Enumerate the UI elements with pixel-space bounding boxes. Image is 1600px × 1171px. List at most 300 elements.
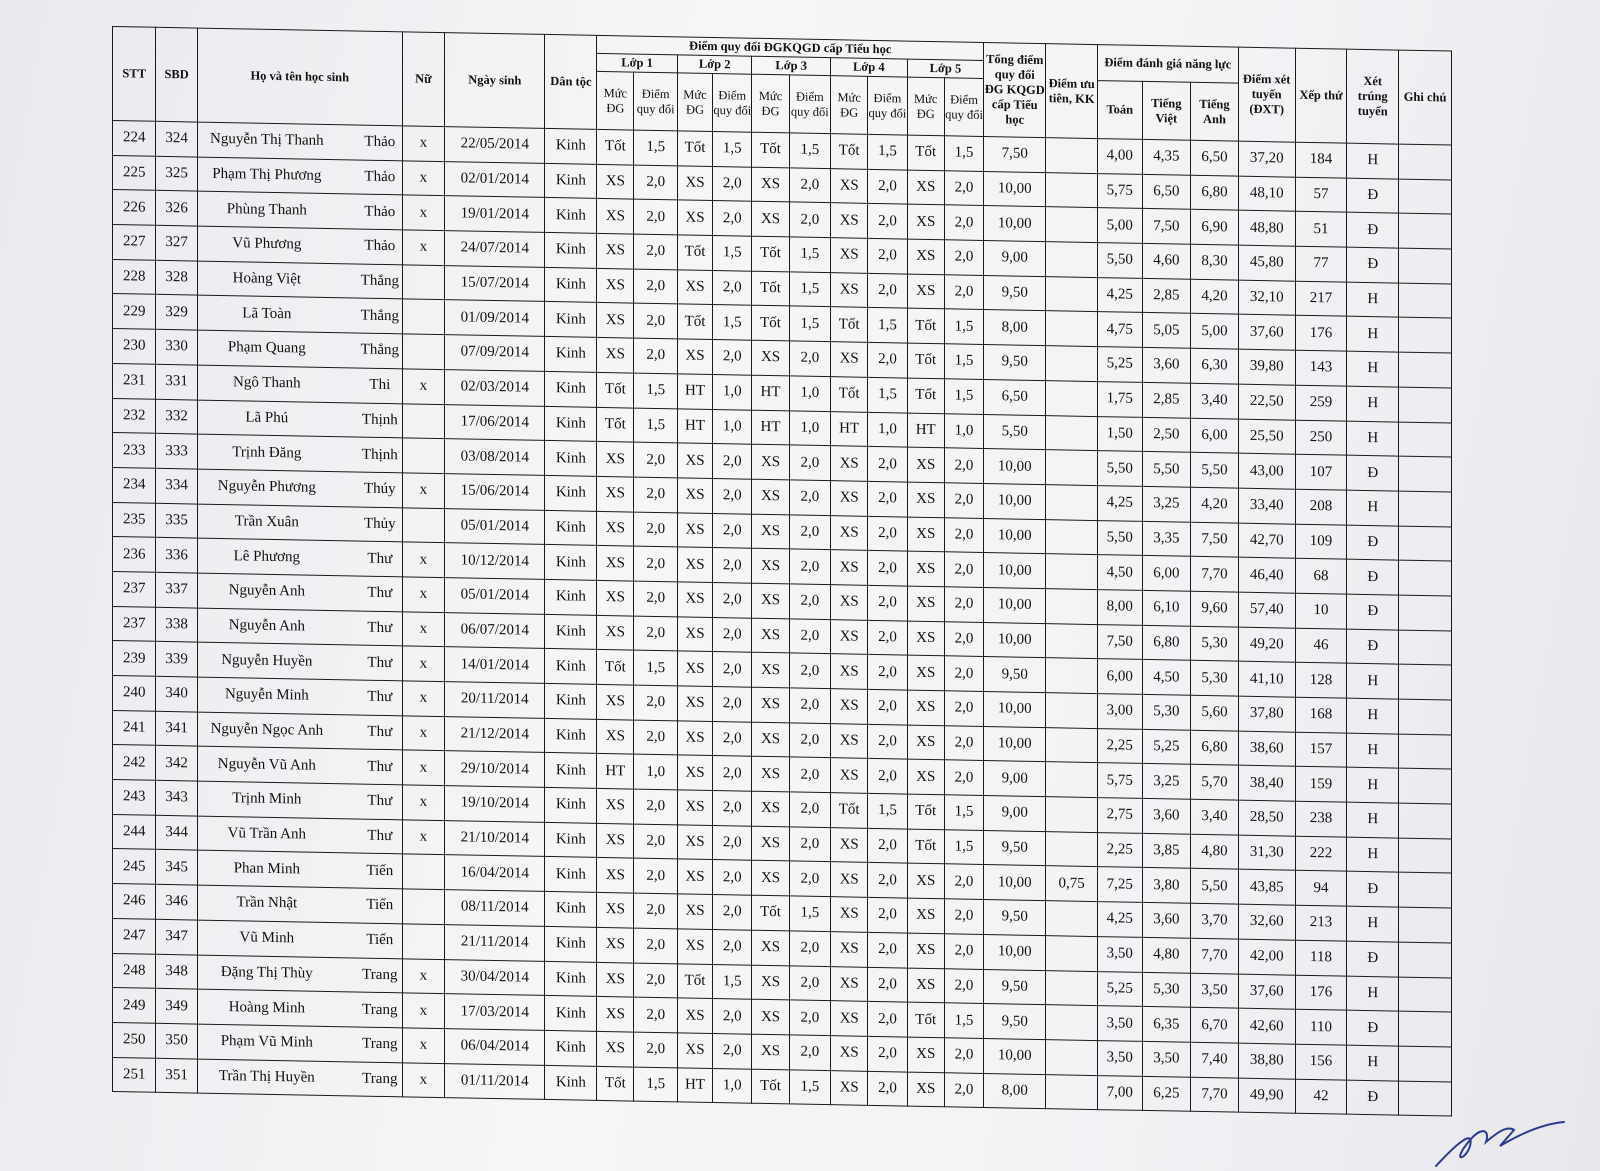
grade-level-cell: XS xyxy=(907,551,944,586)
header-admission-score: Điểm xét tuyển (ĐXT) xyxy=(1238,47,1295,142)
grade-points-cell: 1,5 xyxy=(634,408,677,443)
grade-level-cell: XS xyxy=(831,446,868,481)
rank-cell: 143 xyxy=(1295,350,1347,386)
admitted-cell: H xyxy=(1347,386,1399,422)
grade-points-cell: 2,0 xyxy=(944,240,983,275)
grade-points-cell: 2,0 xyxy=(634,616,677,651)
grade-level-cell: XS xyxy=(831,1001,868,1036)
female-cell xyxy=(402,334,444,369)
english-cell: 6,00 xyxy=(1191,418,1239,454)
note-cell xyxy=(1399,560,1452,596)
family-name: Nguyễn Ngọc Anh xyxy=(210,720,324,739)
math-cell: 7,25 xyxy=(1098,867,1142,903)
student-name-cell xyxy=(197,608,402,646)
grade-level-cell: XS xyxy=(597,962,634,997)
vietnamese-cell: 7,50 xyxy=(1142,209,1191,245)
math-cell: 5,00 xyxy=(1098,208,1142,244)
dob-cell: 14/01/2014 xyxy=(445,647,545,684)
priority-cell xyxy=(1046,623,1098,659)
priority-cell xyxy=(1046,693,1098,729)
stt-cell: 228 xyxy=(113,259,156,294)
priority-cell xyxy=(1046,1074,1098,1110)
given-name: Thảo xyxy=(364,203,396,220)
grade-points-cell: 2,0 xyxy=(944,170,983,205)
grade-points-cell: 2,0 xyxy=(944,760,983,795)
family-name: Vũ Minh xyxy=(239,929,295,947)
sbd-cell: 330 xyxy=(156,329,197,364)
grade-level-cell: XS xyxy=(677,547,712,582)
grade-level-cell: XS xyxy=(677,859,712,894)
grade-level-cell: XS xyxy=(597,580,634,615)
stt-cell: 248 xyxy=(113,953,156,988)
rank-cell: 118 xyxy=(1295,940,1347,976)
priority-cell xyxy=(1046,311,1098,347)
ethnicity-cell: Kinh xyxy=(545,441,597,477)
priority-cell xyxy=(1046,415,1098,451)
math-cell: 3,50 xyxy=(1098,1040,1142,1076)
grade-points-cell: 1,5 xyxy=(944,795,983,830)
admission-score-cell: 45,80 xyxy=(1238,245,1295,281)
dob-cell: 24/07/2014 xyxy=(445,231,545,268)
admitted-cell: H xyxy=(1347,421,1399,457)
grade-level-cell: Tốt xyxy=(831,134,868,169)
given-name: Thư xyxy=(367,758,393,775)
grade-points-cell: 1,5 xyxy=(868,308,907,343)
given-name: Tiến xyxy=(366,931,394,949)
math-cell: 5,25 xyxy=(1098,971,1142,1007)
grade-level-cell: XS xyxy=(752,514,789,549)
female-cell xyxy=(402,299,444,334)
admitted-cell: Đ xyxy=(1347,247,1399,283)
sbd-cell: 337 xyxy=(156,572,197,607)
dob-cell: 15/07/2014 xyxy=(445,265,545,302)
dob-cell: 01/09/2014 xyxy=(445,300,545,337)
student-name-cell xyxy=(197,504,402,542)
priority-cell xyxy=(1046,519,1098,555)
total-cell: 9,00 xyxy=(984,761,1046,797)
grade-level-cell: HT xyxy=(752,410,789,445)
family-name: Nguyễn Vũ Anh xyxy=(217,755,316,774)
dob-cell: 16/04/2014 xyxy=(445,855,545,892)
admitted-cell: H xyxy=(1347,490,1399,526)
grade-level-cell: XS xyxy=(907,274,944,309)
total-cell: 9,50 xyxy=(984,1004,1046,1040)
rank-cell: 157 xyxy=(1295,732,1347,768)
rank-cell: 176 xyxy=(1295,316,1347,352)
grade-points-cell: 1,5 xyxy=(634,373,677,408)
grade-level-cell: Tốt xyxy=(907,794,944,829)
header-grade-1: Lớp 1 xyxy=(597,53,678,72)
grade-points-cell: 2,0 xyxy=(789,688,830,723)
grade-level-cell: XS xyxy=(907,447,944,482)
grade-points-cell: 2,0 xyxy=(868,1002,907,1037)
grade-level-cell: XS xyxy=(752,930,789,965)
total-cell: 10,00 xyxy=(984,449,1046,485)
grade-level-cell: XS xyxy=(831,481,868,516)
stt-cell: 236 xyxy=(113,537,156,572)
header-ethnicity: Dân tộc xyxy=(545,34,597,129)
ethnicity-cell: Kinh xyxy=(545,302,597,338)
sbd-cell: 331 xyxy=(156,364,197,399)
rank-cell: 57 xyxy=(1295,177,1347,213)
grade-points-cell: 2,0 xyxy=(634,789,677,824)
grade-points-cell: 2,0 xyxy=(634,720,677,755)
priority-cell xyxy=(1046,1005,1098,1041)
total-cell: 9,50 xyxy=(984,900,1046,936)
grade-points-cell: 2,0 xyxy=(868,655,907,690)
grade-points-cell: 2,0 xyxy=(713,340,752,375)
grade-points-cell: 1,0 xyxy=(713,409,752,444)
vietnamese-cell: 3,50 xyxy=(1142,1041,1191,1077)
admission-score-cell: 48,80 xyxy=(1238,211,1295,247)
grade-level-cell: XS xyxy=(907,690,944,725)
english-cell: 7,70 xyxy=(1191,938,1239,974)
admission-score-cell: 32,60 xyxy=(1238,904,1295,940)
grade-level-cell: Tốt xyxy=(752,132,789,167)
vietnamese-cell: 6,50 xyxy=(1142,174,1191,210)
vietnamese-cell: 4,35 xyxy=(1142,139,1191,175)
grade-level-cell: XS xyxy=(831,862,868,897)
grade-points-cell: 2,0 xyxy=(634,512,677,547)
stt-cell: 237 xyxy=(113,606,156,641)
dob-cell: 21/12/2014 xyxy=(445,716,545,753)
grade-points-cell: 2,0 xyxy=(713,201,752,236)
total-cell: 9,50 xyxy=(984,830,1046,866)
grade-level-cell: XS xyxy=(752,722,789,757)
grade-level-cell: XS xyxy=(752,791,789,826)
note-cell xyxy=(1399,387,1452,423)
grade-level-cell: HT xyxy=(677,408,712,443)
sbd-cell: 340 xyxy=(156,676,197,711)
female-cell: x xyxy=(402,1062,444,1097)
priority-cell xyxy=(1046,138,1098,174)
grade-level-cell: XS xyxy=(677,929,712,964)
grade-points-cell: 2,0 xyxy=(944,934,983,969)
grade-level-cell: XS xyxy=(907,170,944,205)
student-name-cell xyxy=(197,677,402,715)
total-cell: 10,00 xyxy=(984,553,1046,589)
ethnicity-cell: Kinh xyxy=(545,892,597,928)
rank-cell: 42 xyxy=(1295,1079,1347,1115)
admission-score-cell: 37,20 xyxy=(1238,141,1295,177)
grade-points-cell: 2,0 xyxy=(713,617,752,652)
family-name: Lê Phương xyxy=(233,547,301,566)
dob-cell: 19/10/2014 xyxy=(445,786,545,823)
female-cell xyxy=(402,438,444,473)
vietnamese-cell: 3,60 xyxy=(1142,348,1191,384)
dob-cell: 21/10/2014 xyxy=(445,820,545,857)
dob-cell: 20/11/2014 xyxy=(445,682,545,719)
grade-level-cell: Tốt xyxy=(752,895,789,930)
grade-points-cell: 1,5 xyxy=(713,236,752,271)
admission-score-cell: 42,60 xyxy=(1238,1008,1295,1044)
admitted-cell: Đ xyxy=(1347,178,1399,214)
priority-cell xyxy=(1046,554,1098,590)
grade-level-cell: XS xyxy=(597,927,634,962)
grade-points-cell: 1,5 xyxy=(634,130,677,165)
grade-level-cell: XS xyxy=(752,548,789,583)
grade-level-cell: Tốt xyxy=(677,963,712,998)
grade-points-cell: 2,0 xyxy=(634,165,677,200)
ethnicity-cell: Kinh xyxy=(545,198,597,234)
grade-level-cell: XS xyxy=(831,1070,868,1105)
female-cell: x xyxy=(402,542,444,577)
admission-score-cell: 48,10 xyxy=(1238,176,1295,212)
female-cell: x xyxy=(402,750,444,785)
grade-level-cell: XS xyxy=(597,684,634,719)
note-cell xyxy=(1399,873,1452,909)
grade-level-cell: XS xyxy=(907,933,944,968)
ethnicity-cell: Kinh xyxy=(545,683,597,719)
grade-level-cell: XS xyxy=(831,897,868,932)
grade-points-cell: 1,5 xyxy=(944,379,983,414)
family-name: Phạm Thị Phương xyxy=(212,165,322,184)
english-cell: 8,30 xyxy=(1191,244,1239,280)
family-name: Lã Phú xyxy=(245,409,289,427)
given-name: Trang xyxy=(362,1035,398,1053)
math-cell: 5,25 xyxy=(1098,347,1142,383)
stt-cell: 251 xyxy=(113,1057,156,1092)
stt-cell: 245 xyxy=(113,849,156,884)
sbd-cell: 338 xyxy=(156,607,197,642)
dob-cell: 19/01/2014 xyxy=(445,196,545,233)
grade-level-cell: Tốt xyxy=(597,129,634,164)
ethnicity-cell: Kinh xyxy=(545,787,597,823)
grade-level-cell: Tốt xyxy=(907,135,944,170)
grade-points-cell: 2,0 xyxy=(634,304,677,339)
sbd-cell: 329 xyxy=(156,295,197,330)
grade-points-cell: 2,0 xyxy=(944,621,983,656)
admission-score-cell: 37,60 xyxy=(1238,315,1295,351)
ethnicity-cell: Kinh xyxy=(545,163,597,199)
given-name: Thịnh xyxy=(361,411,398,429)
family-name: Phạm Vũ Minh xyxy=(220,1033,313,1051)
math-cell: 2,25 xyxy=(1098,832,1142,868)
note-cell xyxy=(1399,179,1452,215)
grade-level-cell: Tốt xyxy=(597,650,634,685)
grade-level-cell: XS xyxy=(907,482,944,517)
vietnamese-cell: 4,50 xyxy=(1142,660,1191,696)
female-cell xyxy=(402,924,444,959)
math-cell: 4,25 xyxy=(1098,277,1142,313)
given-name: Thắng xyxy=(360,342,399,359)
stt-cell: 239 xyxy=(113,641,156,676)
grade-level-cell: XS xyxy=(752,653,789,688)
female-cell: x xyxy=(402,820,444,855)
dob-cell: 17/03/2014 xyxy=(445,994,545,1031)
grade-points-cell: 2,0 xyxy=(634,997,677,1032)
total-cell: 10,00 xyxy=(984,1038,1046,1074)
rank-cell: 77 xyxy=(1295,246,1347,282)
english-cell: 4,80 xyxy=(1191,834,1239,870)
grade-level-cell: XS xyxy=(831,203,868,238)
rank-cell: 156 xyxy=(1295,1044,1347,1080)
sbd-cell: 325 xyxy=(156,156,197,191)
grade-level-cell: XS xyxy=(597,858,634,893)
total-cell: 10,00 xyxy=(984,865,1046,901)
admission-score-cell: 37,60 xyxy=(1238,974,1295,1010)
grade-level-cell: XS xyxy=(907,864,944,899)
given-name: Trang xyxy=(362,1070,398,1088)
given-name: Thư xyxy=(367,550,393,567)
grade-level-cell: HT xyxy=(677,1067,712,1102)
female-cell xyxy=(402,265,444,300)
grade-level-cell: XS xyxy=(831,238,868,273)
grade-level-cell: XS xyxy=(831,272,868,307)
grade-level-cell: XS xyxy=(597,719,634,754)
vietnamese-cell: 2,85 xyxy=(1142,278,1191,314)
admitted-cell: H xyxy=(1347,976,1399,1012)
stt-cell: 233 xyxy=(113,433,156,468)
grade-level-cell: Tốt xyxy=(831,793,868,828)
grade-points-cell: 2,0 xyxy=(789,757,830,792)
student-name-cell xyxy=(197,157,402,195)
family-name: Hoàng Việt xyxy=(232,270,302,288)
admitted-cell: Đ xyxy=(1347,559,1399,595)
family-name: Hoàng Minh xyxy=(228,998,305,1017)
grade-points-cell: 2,0 xyxy=(944,899,983,934)
header-points: Điểm quy đổi xyxy=(789,75,830,134)
student-name-cell xyxy=(197,434,402,472)
grade-points-cell: 2,0 xyxy=(713,929,752,964)
sbd-cell: 343 xyxy=(156,780,197,815)
math-cell: 2,25 xyxy=(1098,728,1142,764)
grade-points-cell: 1,5 xyxy=(789,306,830,341)
stt-cell: 246 xyxy=(113,884,156,919)
grade-points-cell: 2,0 xyxy=(789,341,830,376)
english-cell: 5,50 xyxy=(1191,869,1239,905)
ethnicity-cell: Kinh xyxy=(545,961,597,997)
student-name-cell xyxy=(197,330,402,368)
grade-points-cell: 2,0 xyxy=(789,549,830,584)
grade-points-cell: 2,0 xyxy=(634,338,677,373)
grade-points-cell: 2,0 xyxy=(634,928,677,963)
grade-level-cell: XS xyxy=(597,338,634,373)
note-cell xyxy=(1399,248,1452,284)
female-cell: x xyxy=(402,369,444,404)
grade-level-cell: Tốt xyxy=(752,1069,789,1104)
given-name: Thắng xyxy=(360,272,399,290)
student-name-cell xyxy=(197,191,402,229)
student-name-cell xyxy=(197,1024,402,1062)
header-points: Điểm quy đổi xyxy=(944,78,983,137)
header-english: Tiếng Anh xyxy=(1191,82,1239,141)
given-name: Thư xyxy=(367,689,393,706)
header-priority: Điểm ưu tiên, KK xyxy=(1046,44,1098,139)
math-cell: 3,50 xyxy=(1098,936,1142,972)
female-cell: x xyxy=(402,716,444,751)
admission-score-cell: 32,10 xyxy=(1238,280,1295,316)
grade-level-cell: XS xyxy=(752,999,789,1034)
grade-points-cell: 1,5 xyxy=(634,650,677,685)
sbd-cell: 333 xyxy=(156,433,197,468)
grade-points-cell: 2,0 xyxy=(868,1071,907,1106)
grade-points-cell: 2,0 xyxy=(789,965,830,1000)
admission-score-cell: 25,50 xyxy=(1238,419,1295,455)
sbd-cell: 326 xyxy=(156,191,197,226)
grade-points-cell: 2,0 xyxy=(713,687,752,722)
grade-points-cell: 1,5 xyxy=(713,305,752,340)
given-name: Thịnh xyxy=(361,446,398,463)
female-cell: x xyxy=(402,611,444,646)
grade-points-cell: 1,0 xyxy=(944,413,983,448)
given-name: Thư xyxy=(367,793,393,810)
grade-level-cell: Tốt xyxy=(677,235,712,270)
student-name-cell xyxy=(197,712,402,750)
grade-points-cell: 1,5 xyxy=(789,237,830,272)
grade-level-cell: Tốt xyxy=(907,829,944,864)
grade-points-cell: 2,0 xyxy=(713,999,752,1034)
dob-cell: 22/05/2014 xyxy=(445,127,545,164)
admitted-cell: H xyxy=(1347,143,1399,179)
vietnamese-cell: 3,60 xyxy=(1142,903,1191,939)
sbd-cell: 351 xyxy=(156,1058,197,1093)
header-level: Mức ĐG xyxy=(831,76,868,135)
math-cell: 7,50 xyxy=(1098,624,1142,660)
header-vietnamese: Tiếng Việt xyxy=(1142,81,1191,140)
priority-cell xyxy=(1046,589,1098,625)
grade-points-cell: 2,0 xyxy=(713,860,752,895)
math-cell: 3,50 xyxy=(1098,1006,1142,1042)
stt-cell: 241 xyxy=(113,710,156,745)
grade-level-cell: XS xyxy=(907,204,944,239)
vietnamese-cell: 3,35 xyxy=(1142,521,1191,557)
ethnicity-cell: Kinh xyxy=(545,128,597,164)
rank-cell: 238 xyxy=(1295,801,1347,837)
math-cell: 4,25 xyxy=(1098,485,1142,521)
priority-cell xyxy=(1046,762,1098,798)
grade-level-cell: Tốt xyxy=(677,304,712,339)
admitted-cell: H xyxy=(1347,802,1399,838)
grade-level-cell: Tốt xyxy=(597,1066,634,1101)
family-name: Vũ Trần Anh xyxy=(227,825,306,843)
rank-cell: 107 xyxy=(1295,454,1347,490)
admitted-cell: H xyxy=(1347,733,1399,769)
grade-points-cell: 1,5 xyxy=(944,309,983,344)
header-points: Điểm quy đổi xyxy=(634,72,677,131)
vietnamese-cell: 3,80 xyxy=(1142,868,1191,904)
female-cell xyxy=(402,854,444,889)
family-name: Trần Thị Huyền xyxy=(218,1067,315,1086)
note-cell xyxy=(1399,456,1452,492)
grade-level-cell: HT xyxy=(907,413,944,448)
priority-cell xyxy=(1046,450,1098,486)
grade-points-cell: 2,0 xyxy=(868,724,907,759)
rank-cell: 159 xyxy=(1295,767,1347,803)
grade-points-cell: 2,0 xyxy=(868,759,907,794)
grade-level-cell: XS xyxy=(752,583,789,618)
grade-level-cell: Tốt xyxy=(677,131,712,166)
total-cell: 6,50 xyxy=(984,379,1046,415)
note-cell xyxy=(1399,595,1452,631)
grade-points-cell: 2,0 xyxy=(868,967,907,1002)
vietnamese-cell: 5,05 xyxy=(1142,313,1191,349)
student-name-cell xyxy=(197,469,402,507)
student-name-cell xyxy=(197,642,402,680)
female-cell: x xyxy=(402,577,444,612)
family-name: Vũ Phương xyxy=(232,235,302,253)
grade-points-cell: 2,0 xyxy=(944,517,983,552)
math-cell: 3,00 xyxy=(1098,694,1142,730)
admission-score-cell: 28,50 xyxy=(1238,800,1295,836)
total-cell: 10,00 xyxy=(984,483,1046,519)
admission-score-cell: 38,60 xyxy=(1238,731,1295,767)
grade-level-cell: XS xyxy=(677,582,712,617)
note-cell xyxy=(1399,630,1452,666)
grade-points-cell: 2,0 xyxy=(944,448,983,483)
student-name-cell xyxy=(197,1059,402,1097)
grade-level-cell: XS xyxy=(752,757,789,792)
